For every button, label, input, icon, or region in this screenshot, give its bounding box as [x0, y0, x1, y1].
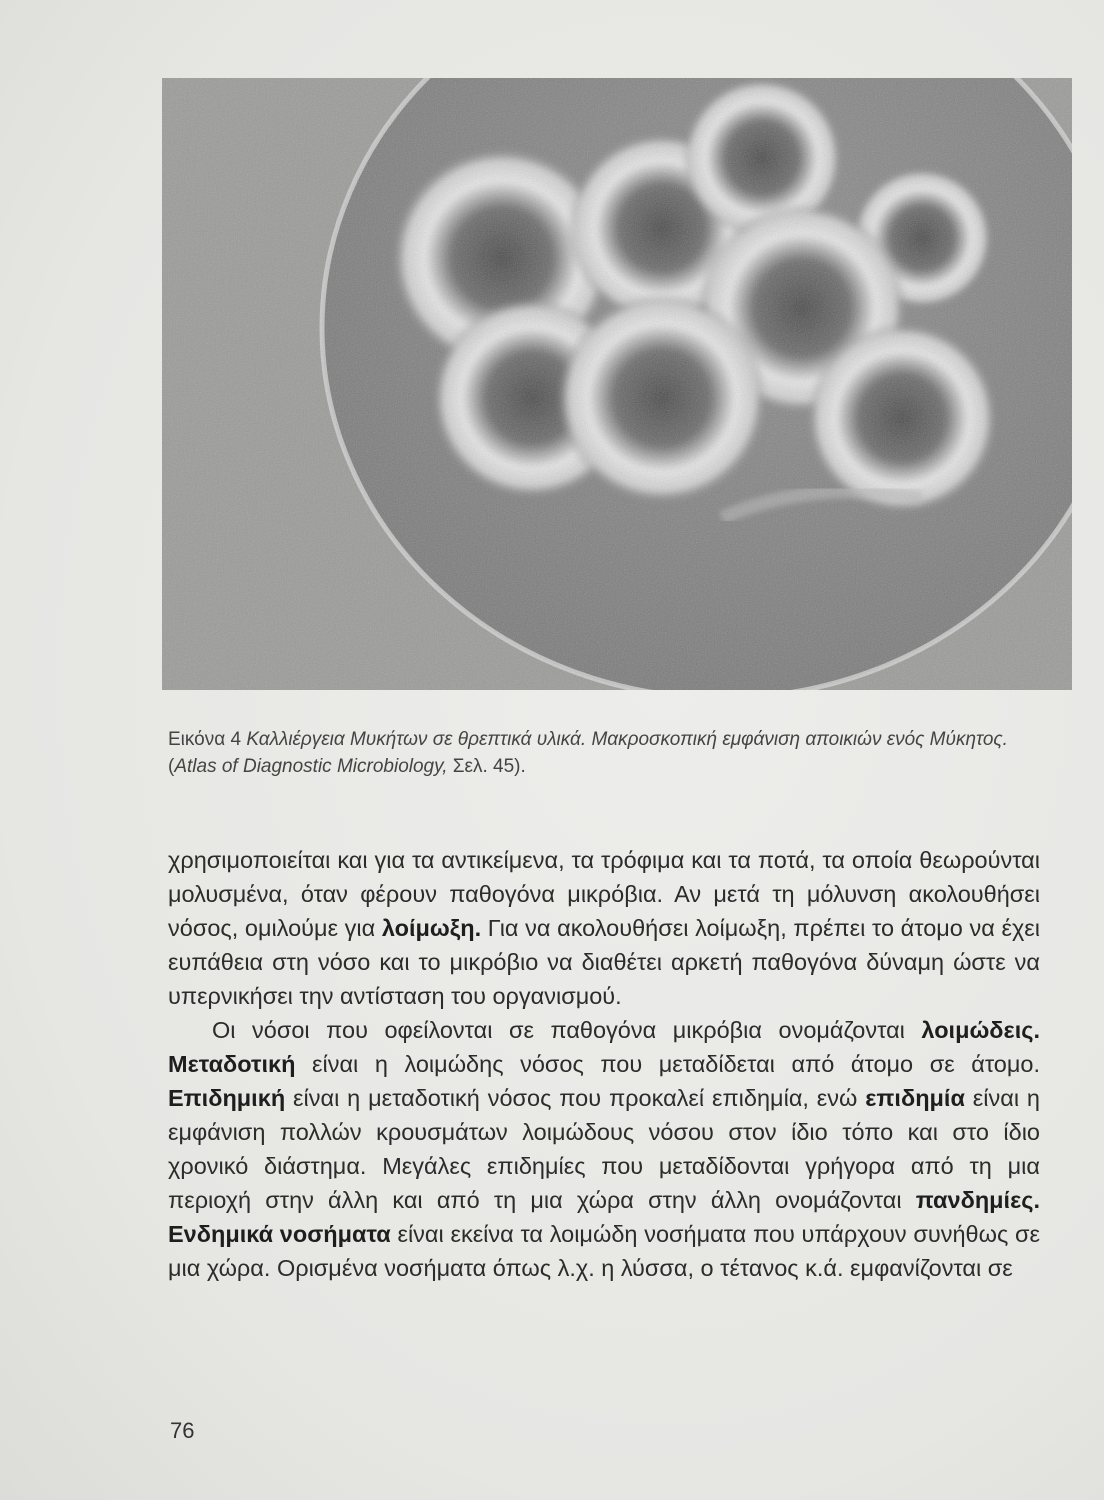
p1-text-2: Για να ακολουθήσει λοίμωξη, πρέπει το άτομο να έχει ευπάθεια στη νόσο και το μικρόβιο να διαθέτει αρκετή παθογόνα δύναμη ώστε να υπερνικήσει την αντίσταση του οργανισμού.	[168, 915, 1040, 1009]
p2-text-4: είναι η μεταδοτική νόσος που προκαλεί επιδημία, ενώ	[285, 1085, 866, 1111]
petri-dish-illustration	[162, 78, 1072, 690]
page-number: 76	[170, 1418, 195, 1443]
fungal-culture-photo	[162, 78, 1072, 690]
photo-grain	[162, 78, 1072, 690]
paragraph-1	[168, 843, 1040, 1013]
p1-text-1: χρησιμοποιείται και για τα αντικείμενα, τα τρόφιμα και τα ποτά, τα οποία θεωρούνται μολυσμένα, όταν φέρουν παθογόνα μικρόβια. Αν μετά τη μόλυνση ακολουθήσει νόσος, ομιλούμε για	[168, 847, 1040, 941]
p2-text-3: είναι η λοιμώδης νόσος που μεταδίδεται από άτομο σε άτομο.	[295, 1051, 1040, 1077]
term-epidemic: επιδημία	[865, 1085, 965, 1111]
figure-number: Εικόνα 4	[168, 729, 242, 750]
term-infection: λοίμωξη.	[381, 915, 482, 941]
term-infectious: λοιμώδεις.	[921, 1017, 1040, 1043]
figure-title: Καλλιέργεια Μυκήτων σε θρεπτικά υλικά. Μακροσκοπική εμφάνιση αποικιών ενός Μύκητος.	[246, 729, 1008, 750]
p2-text-5: είναι η εμφάνιση πολλών κρουσμάτων λοιμώδους νόσου στον ίδιο τόπο και στο ίδιο χρονικό διάστημα. Μεγάλες επιδημίες που μεταδίδονται γρήγορα από τη μια περιοχή στην άλλη και από τη μια χώρα στην άλλη ονομάζονται	[168, 1085, 1040, 1213]
term-communicable: Μεταδοτική	[168, 1051, 296, 1077]
paragraph-2	[168, 1013, 1040, 1285]
figure-caption	[168, 726, 1048, 780]
term-endemic: Ενδημικά νοσήματα	[168, 1221, 391, 1247]
figure-source-title: Atlas of Diagnostic Microbiology,	[174, 756, 448, 777]
figure-source-page: Σελ. 45).	[447, 756, 526, 777]
figure-source	[168, 753, 1048, 780]
term-epidemic-adj: Επιδημική	[168, 1085, 286, 1111]
p2-text-7: είναι εκείνα τα λοιμώδη νοσήματα που υπάρχουν συνήθως σε μια χώρα. Ορισμένα νοσήματα όπως λ.χ. η λύσσα, ο τέτανος κ.ά. εμφανίζονται σε	[168, 1221, 1040, 1281]
term-pandemics: πανδημίες.	[915, 1187, 1040, 1213]
body-text	[168, 843, 1040, 1285]
p2-text-1: Οι νόσοι που οφείλονται σε παθογόνα μικρόβια ονομάζονται	[212, 1017, 922, 1043]
figure-source-open: (	[168, 756, 175, 777]
